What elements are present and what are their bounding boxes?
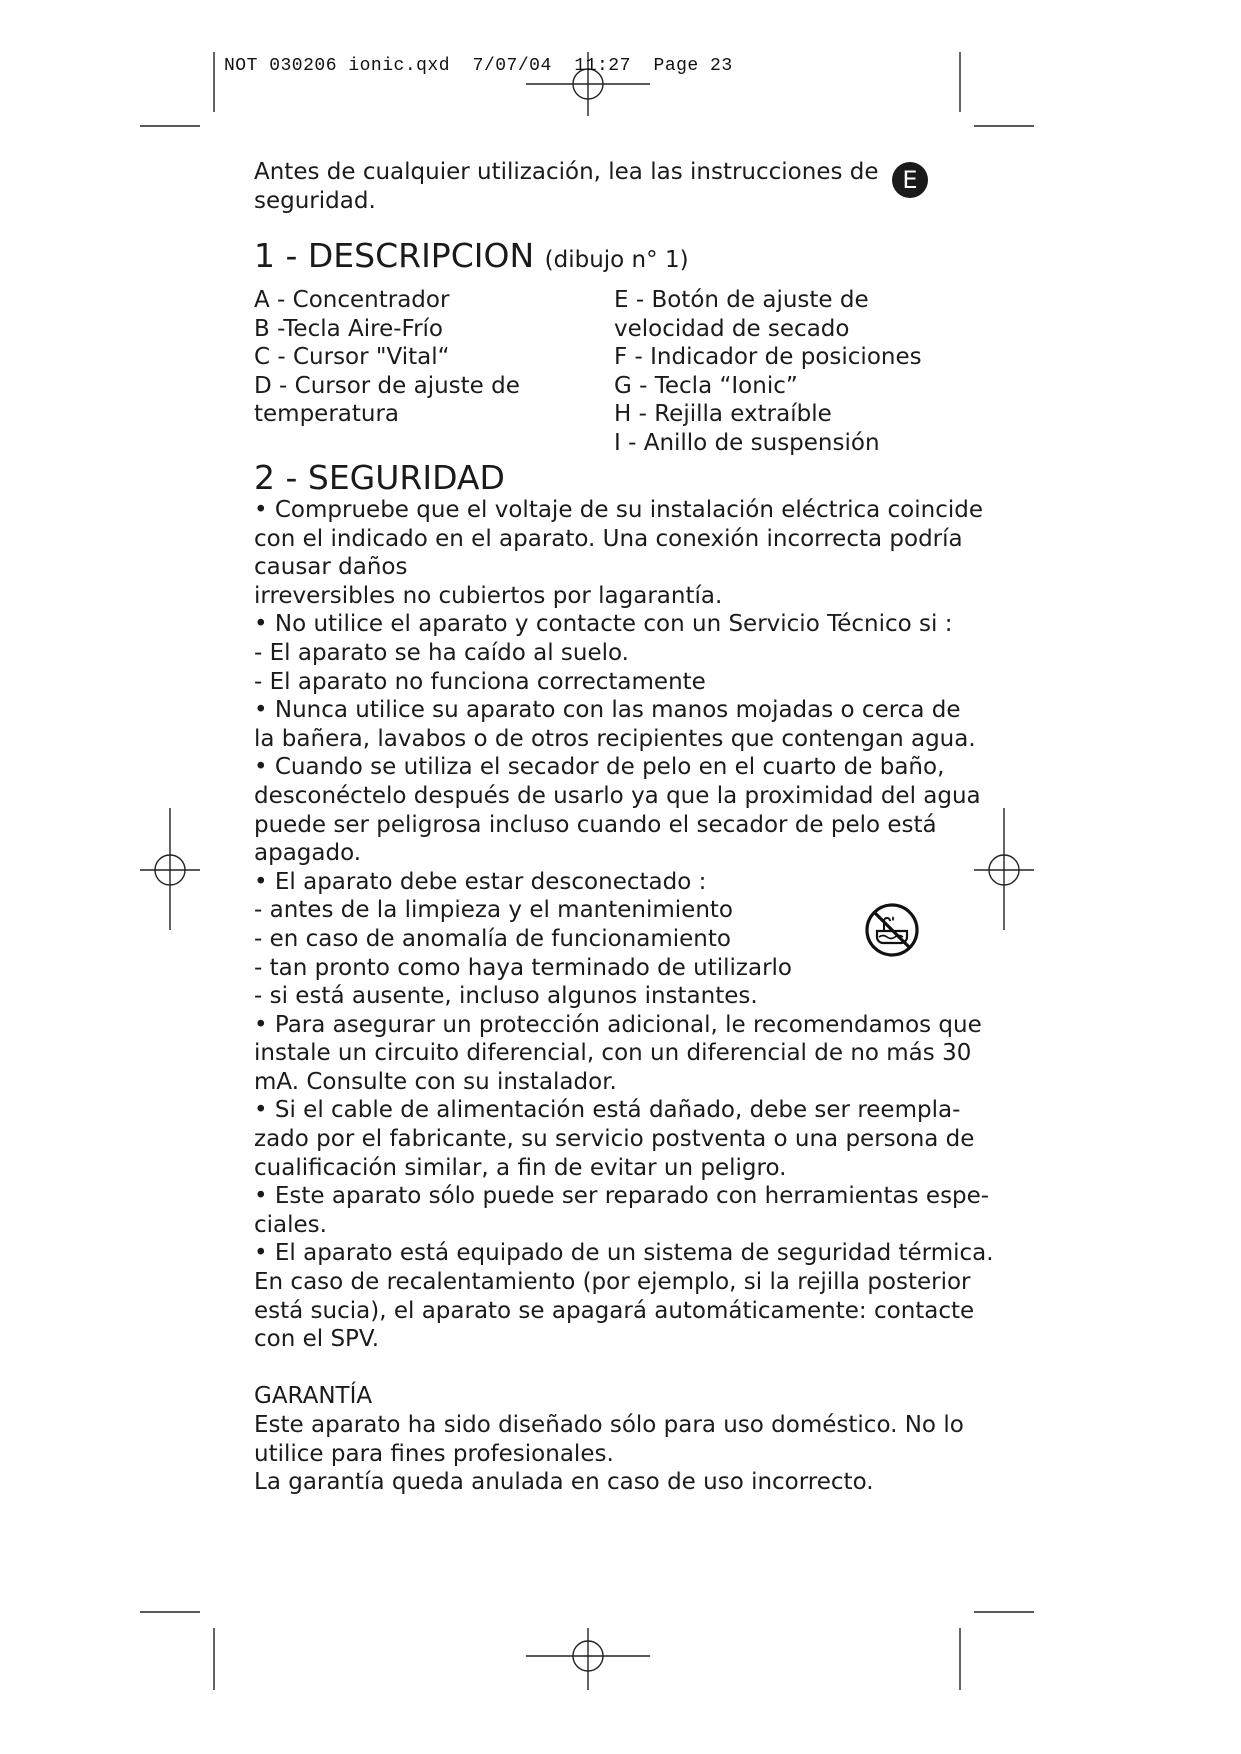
safety-line: desconéctelo después de usarlo ya que la proximidad del agua: [254, 782, 981, 809]
warranty-line: Este aparato ha sido diseñado sólo para uso doméstico. No lo: [254, 1412, 964, 1438]
part-item: E - Botón de ajuste de: [614, 287, 869, 313]
safety-line: • Nunca utilice su aparato con las manos mojadas o cerca de: [254, 697, 961, 724]
part-item: velocidad de secado: [614, 315, 850, 342]
safety-line: - El aparato no funciona correctamente: [254, 668, 706, 695]
warranty-line: La garantía queda anulada en caso de uso incorrecto.: [254, 1469, 874, 1496]
no-water-bath-icon: [864, 902, 920, 958]
safety-line: • Cuando se utiliza el secador de pelo en el cuarto de baño,: [254, 754, 945, 781]
print-slug: [224, 56, 733, 76]
safety-line: mA. Consulte con su instalador.: [254, 1068, 617, 1095]
safety-line: - tan pronto como haya terminado de utilizarlo: [254, 954, 792, 981]
part-item: H - Rejilla extraíble: [614, 401, 832, 428]
safety-line: • Si el cable de alimentación está dañado, debe ser reempla-: [254, 1097, 961, 1124]
part-item: C - Cursor "Vital“: [254, 344, 450, 371]
warranty-title: GARANTÍA: [254, 1383, 373, 1410]
part-item: D - Cursor de ajuste de: [254, 372, 520, 399]
safety-line: • Compruebe que el voltaje de su instalación eléctrica coincide: [254, 497, 983, 523]
slug-date: 7/07/04: [472, 56, 552, 76]
safety-line: • Para asegurar un protección adicional, le recomendamos que: [254, 1011, 982, 1038]
part-item: I - Anillo de suspensión: [614, 429, 880, 456]
safety-line: con el indicado en el aparato. Una conexión incorrecta podría: [254, 525, 963, 552]
section-description-subtitle: (dibujo n° 1): [544, 247, 689, 273]
intro-text: [254, 158, 894, 215]
safety-line: ciales.: [254, 1211, 327, 1238]
safety-line: puede ser peligrosa incluso cuando el secador de pelo está: [254, 811, 937, 838]
language-badge: E: [892, 162, 928, 198]
safety-line: - si está ausente, incluso algunos instantes.: [254, 983, 758, 1010]
part-item: A - Concentrador: [254, 287, 450, 313]
warranty-line: utilice para fines profesionales.: [254, 1440, 614, 1467]
safety-line: - antes de la limpieza y el mantenimiento: [254, 897, 734, 924]
intro-line: Antes de cualquier utilización, lea las instrucciones de: [254, 159, 879, 185]
parts-list-right: [614, 286, 974, 458]
safety-line: cualificación similar, a fin de evitar un peligro.: [254, 1154, 787, 1181]
safety-line: instale un circuito diferencial, con un diferencial de no más 30: [254, 1040, 972, 1067]
slug-page-number: 23: [710, 56, 733, 76]
slug-time: 11:27: [574, 56, 631, 76]
section-description-title: 1 - DESCRIPCION: [254, 236, 535, 275]
safety-line: con el SPV.: [254, 1326, 380, 1353]
safety-line: • El aparato está equipado de un sistema de seguridad térmica.: [254, 1240, 994, 1267]
safety-line: causar daños: [254, 554, 408, 581]
intro-line: seguridad.: [254, 187, 376, 214]
part-item: F - Indicador de posiciones: [614, 344, 922, 371]
safety-line: irreversibles no cubiertos por lagarantía.: [254, 582, 723, 609]
safety-line: zado por el fabricante, su servicio postventa o una persona de: [254, 1126, 975, 1153]
slug-page-label: Page: [653, 56, 699, 76]
safety-line: - en caso de anomalía de funcionamiento: [254, 925, 731, 952]
safety-line: - El aparato se ha caído al suelo.: [254, 639, 629, 666]
safety-line: la bañera, lavabos o de otros recipientes que contengan agua.: [254, 725, 976, 752]
slug-file: NOT 030206 ionic.qxd: [224, 56, 451, 76]
part-item: B -Tecla Aire-Frío: [254, 315, 444, 342]
safety-line: • El aparato debe estar desconectado :: [254, 868, 707, 895]
parts-list-left: [254, 286, 574, 429]
safety-line: apagado.: [254, 840, 362, 867]
part-item: temperatura: [254, 401, 400, 428]
safety-line: En caso de recalentamiento (por ejemplo, si la rejilla posterior: [254, 1269, 971, 1296]
paragraph-gap: [254, 1354, 974, 1383]
section-description-heading: [254, 236, 689, 280]
safety-text: [254, 496, 994, 1497]
safety-line: • Este aparato sólo puede ser reparado con herramientas espe-: [254, 1183, 990, 1210]
part-item: G - Tecla “Ionic”: [614, 372, 798, 399]
section-safety-heading: 2 - SEGURIDAD: [254, 458, 505, 497]
safety-line: • No utilice el aparato y contacte con un Servicio Técnico si :: [254, 611, 953, 638]
safety-line: está sucia), el aparato se apagará automáticamente: contacte: [254, 1297, 975, 1324]
